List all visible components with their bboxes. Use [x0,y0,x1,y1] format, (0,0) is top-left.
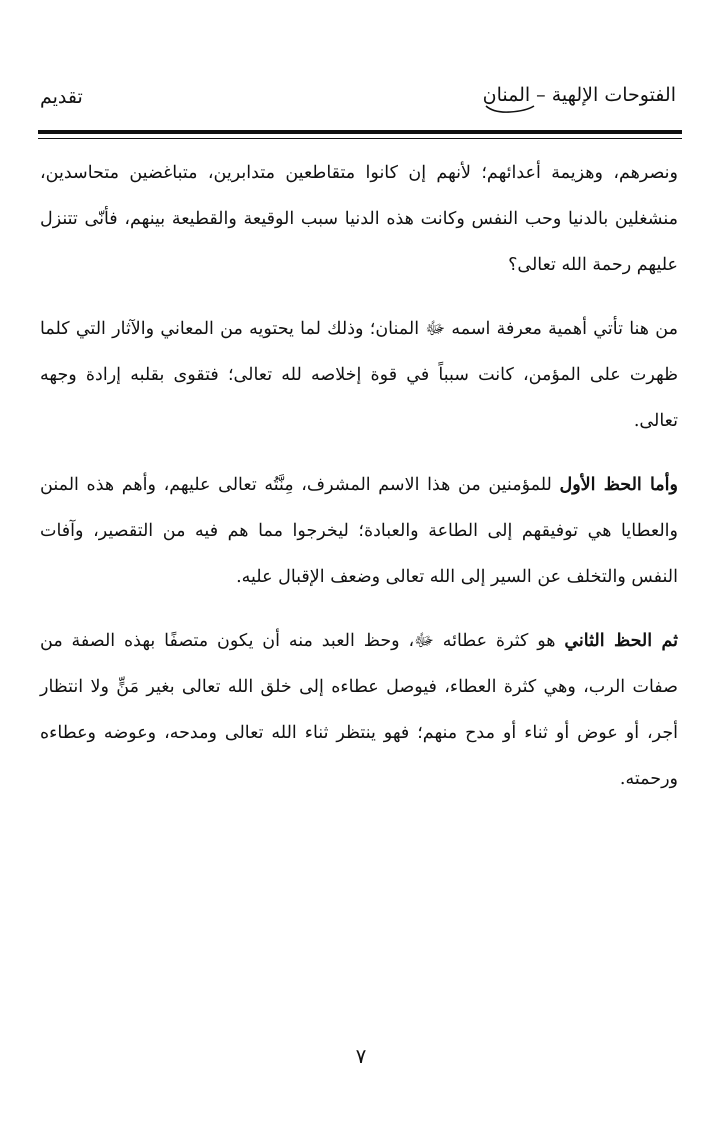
body-text [40,150,678,820]
page-number: ٧ [355,1044,367,1068]
header-book-title: الفتوحات الإلهية – المنان [482,84,676,106]
paragraph-4-text: هو كثرة عطائه ﷻ، وحظ العبد منه أن يكون متصفًا بهذه الصفة من صفات الرب، وهي كثرة العطاء، فيوصل عطاءه إلى خلق الله تعالى بغير مَنٍّ ولا انتظار أجر، أو عوض أو ثناء أو مدح منهم؛ فهو ينتظر ثناء الله تعالى ومدحه، وعوضه وعطاءه ورحمته. [40,631,678,789]
header-rule-thin [38,138,682,139]
paragraph-2-text: من هنا تأتي أهمية معرفة اسمه ﷻ المنان؛ وذلك لما يحتويه من المعاني والآثار التي كلما ظهرت على المؤمن، كانت سبباً في قوة إخلاصه لله تعالى؛ فتقوى بقلبه إرادة وجهه تعالى. [40,319,678,431]
running-header [36,78,686,118]
paragraph-1 [40,150,678,288]
paragraph-1-text: ونصرهم، وهزيمة أعدائهم؛ لأنهم إن كانوا متقاطعين متدابرين، متباغضين متحاسدين، منشغلين بالدنيا وحب النفس وكانت هذه الدنيا سبب الوقيعة والقطيعة بينهم، فأنّى تتنزل عليهم رحمة الله تعالى؟ [40,163,678,275]
paragraph-4-lead: ثم الحظ الثاني [564,631,678,651]
header-section-title: تقديم [40,86,83,108]
paragraph-3 [40,462,678,600]
paragraph-4 [40,618,678,802]
paragraph-2 [40,306,678,444]
paragraph-3-lead: وأما الحظ الأول [559,475,678,495]
header-swash-ornament [484,104,536,114]
header-rule-thick [38,130,682,134]
paragraph-3-text: للمؤمنين من هذا الاسم المشرف، مِنَّتُه تعالى عليهم، وأهم هذه المنن والعطايا هي توفيقهم إلى الطاعة والعبادة؛ ليخرجوا مما هم فيه من التقصير، وآفات النفس والتخلف عن السير إلى الله تعالى وضعف الإقبال عليه. [40,475,678,587]
